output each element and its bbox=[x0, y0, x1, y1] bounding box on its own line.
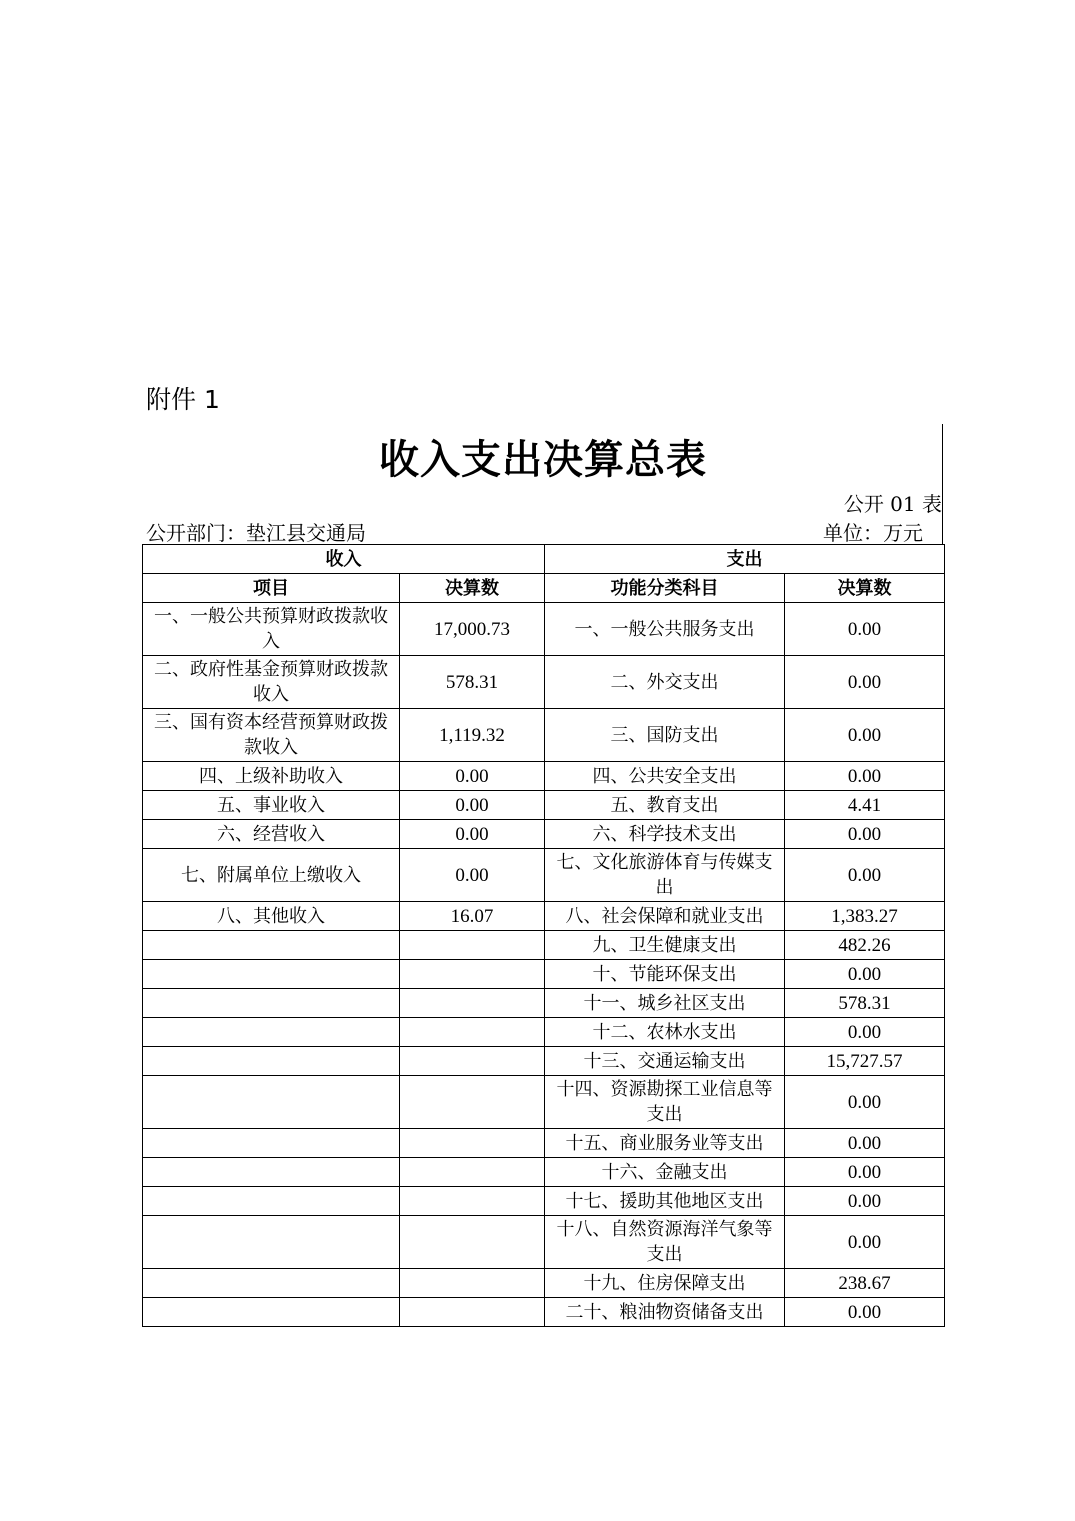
expense-item-cell: 二十、粮油物资储备支出 bbox=[545, 1298, 785, 1327]
income-item-cell: 五、事业收入 bbox=[143, 791, 400, 820]
income-amount-cell: 17,000.73 bbox=[400, 603, 545, 656]
expense-item-cell: 五、教育支出 bbox=[545, 791, 785, 820]
table-row bbox=[143, 820, 945, 849]
income-amount-cell bbox=[400, 989, 545, 1018]
expense-item-cell: 四、公共安全支出 bbox=[545, 762, 785, 791]
expense-item-cell: 十五、商业服务业等支出 bbox=[545, 1129, 785, 1158]
table-row bbox=[143, 1158, 945, 1187]
expense-item-cell: 八、社会保障和就业支出 bbox=[545, 902, 785, 931]
expense-amount-cell: 0.00 bbox=[785, 820, 945, 849]
expense-item-cell: 二、外交支出 bbox=[545, 656, 785, 709]
expense-item-cell: 十一、城乡社区支出 bbox=[545, 989, 785, 1018]
table-row bbox=[143, 1018, 945, 1047]
income-amount-cell bbox=[400, 1129, 545, 1158]
column-header-amount-expense: 决算数 bbox=[785, 574, 945, 603]
department-label: 公开部门：垫江县交通局 bbox=[146, 521, 366, 545]
expense-item-cell: 十九、住房保障支出 bbox=[545, 1269, 785, 1298]
attachment-label: 附件 1 bbox=[146, 385, 220, 414]
table-row bbox=[143, 762, 945, 791]
income-amount-cell bbox=[400, 1187, 545, 1216]
income-item-cell bbox=[143, 1269, 400, 1298]
table-row bbox=[143, 1076, 945, 1129]
expense-amount-cell: 0.00 bbox=[785, 960, 945, 989]
expense-item-cell: 十八、自然资源海洋气象等支出 bbox=[545, 1216, 785, 1269]
expense-item-cell: 十四、资源勘探工业信息等支出 bbox=[545, 1076, 785, 1129]
income-item-cell bbox=[143, 1298, 400, 1327]
income-item-cell bbox=[143, 1076, 400, 1129]
income-item-cell bbox=[143, 989, 400, 1018]
expense-item-cell: 十三、交通运输支出 bbox=[545, 1047, 785, 1076]
expense-item-cell: 十七、援助其他地区支出 bbox=[545, 1187, 785, 1216]
income-item-cell: 四、上级补助收入 bbox=[143, 762, 400, 791]
income-amount-cell bbox=[400, 1076, 545, 1129]
expense-item-cell: 七、文化旅游体育与传媒支出 bbox=[545, 849, 785, 902]
income-amount-cell bbox=[400, 1298, 545, 1327]
expense-amount-cell: 0.00 bbox=[785, 656, 945, 709]
income-header: 收入 bbox=[143, 545, 545, 574]
expense-amount-cell: 482.26 bbox=[785, 931, 945, 960]
expense-amount-cell: 0.00 bbox=[785, 603, 945, 656]
expense-amount-cell: 0.00 bbox=[785, 1216, 945, 1269]
table-row bbox=[143, 1298, 945, 1327]
table-column-header-row bbox=[143, 574, 945, 603]
income-item-cell: 一、一般公共预算财政拨款收入 bbox=[143, 603, 400, 656]
income-item-cell: 三、国有资本经营预算财政拨款收入 bbox=[143, 709, 400, 762]
unit-label: 单位：万元 bbox=[823, 521, 923, 545]
table-id: 公开 01 表 bbox=[843, 492, 942, 516]
expense-item-cell: 十、节能环保支出 bbox=[545, 960, 785, 989]
income-amount-cell bbox=[400, 1216, 545, 1269]
expense-item-cell: 十六、金融支出 bbox=[545, 1158, 785, 1187]
expense-amount-cell: 578.31 bbox=[785, 989, 945, 1018]
expense-item-cell: 一、一般公共服务支出 bbox=[545, 603, 785, 656]
expense-amount-cell: 0.00 bbox=[785, 849, 945, 902]
table-row bbox=[143, 1187, 945, 1216]
expense-amount-cell: 0.00 bbox=[785, 1298, 945, 1327]
income-item-cell: 七、附属单位上缴收入 bbox=[143, 849, 400, 902]
expense-amount-cell: 0.00 bbox=[785, 1129, 945, 1158]
income-item-cell: 八、其他收入 bbox=[143, 902, 400, 931]
income-item-cell bbox=[143, 1158, 400, 1187]
table-row bbox=[143, 603, 945, 656]
table-row bbox=[143, 1047, 945, 1076]
income-item-cell: 六、经营收入 bbox=[143, 820, 400, 849]
column-header-function-category: 功能分类科目 bbox=[545, 574, 785, 603]
income-amount-cell: 0.00 bbox=[400, 762, 545, 791]
income-item-cell bbox=[143, 1018, 400, 1047]
margin-line bbox=[942, 424, 943, 544]
income-amount-cell bbox=[400, 1018, 545, 1047]
income-amount-cell bbox=[400, 1158, 545, 1187]
column-header-item: 项目 bbox=[143, 574, 400, 603]
table-row bbox=[143, 931, 945, 960]
expense-amount-cell: 0.00 bbox=[785, 1018, 945, 1047]
income-amount-cell bbox=[400, 1269, 545, 1298]
table-row bbox=[143, 902, 945, 931]
income-item-cell bbox=[143, 1187, 400, 1216]
income-item-cell bbox=[143, 960, 400, 989]
income-amount-cell: 578.31 bbox=[400, 656, 545, 709]
income-item-cell bbox=[143, 931, 400, 960]
table-row bbox=[143, 960, 945, 989]
table-row bbox=[143, 849, 945, 902]
table-row bbox=[143, 1129, 945, 1158]
expense-amount-cell: 1,383.27 bbox=[785, 902, 945, 931]
expense-amount-cell: 15,727.57 bbox=[785, 1047, 945, 1076]
table-row bbox=[143, 791, 945, 820]
table-row bbox=[143, 1216, 945, 1269]
expense-amount-cell: 0.00 bbox=[785, 1076, 945, 1129]
expense-item-cell: 十二、农林水支出 bbox=[545, 1018, 785, 1047]
expense-amount-cell: 0.00 bbox=[785, 1158, 945, 1187]
income-amount-cell: 0.00 bbox=[400, 820, 545, 849]
income-item-cell bbox=[143, 1129, 400, 1158]
expense-item-cell: 九、卫生健康支出 bbox=[545, 931, 785, 960]
expense-amount-cell: 0.00 bbox=[785, 762, 945, 791]
income-amount-cell: 0.00 bbox=[400, 849, 545, 902]
expense-header: 支出 bbox=[545, 545, 945, 574]
income-item-cell: 二、政府性基金预算财政拨款收入 bbox=[143, 656, 400, 709]
table-row bbox=[143, 656, 945, 709]
table-row bbox=[143, 989, 945, 1018]
expense-item-cell: 六、科学技术支出 bbox=[545, 820, 785, 849]
income-amount-cell: 0.00 bbox=[400, 791, 545, 820]
income-amount-cell: 1,119.32 bbox=[400, 709, 545, 762]
expense-amount-cell: 4.41 bbox=[785, 791, 945, 820]
expense-amount-cell: 238.67 bbox=[785, 1269, 945, 1298]
expense-item-cell: 三、国防支出 bbox=[545, 709, 785, 762]
column-header-amount-income: 决算数 bbox=[400, 574, 545, 603]
table-row bbox=[143, 709, 945, 762]
income-amount-cell bbox=[400, 1047, 545, 1076]
page-title: 收入支出决算总表 bbox=[379, 437, 707, 483]
table-group-header-row bbox=[143, 545, 945, 574]
income-amount-cell: 16.07 bbox=[400, 902, 545, 931]
expense-amount-cell: 0.00 bbox=[785, 709, 945, 762]
expense-amount-cell: 0.00 bbox=[785, 1187, 945, 1216]
income-amount-cell bbox=[400, 960, 545, 989]
income-item-cell bbox=[143, 1216, 400, 1269]
table-row bbox=[143, 1269, 945, 1298]
income-expense-table bbox=[142, 544, 945, 1327]
income-item-cell bbox=[143, 1047, 400, 1076]
income-amount-cell bbox=[400, 931, 545, 960]
